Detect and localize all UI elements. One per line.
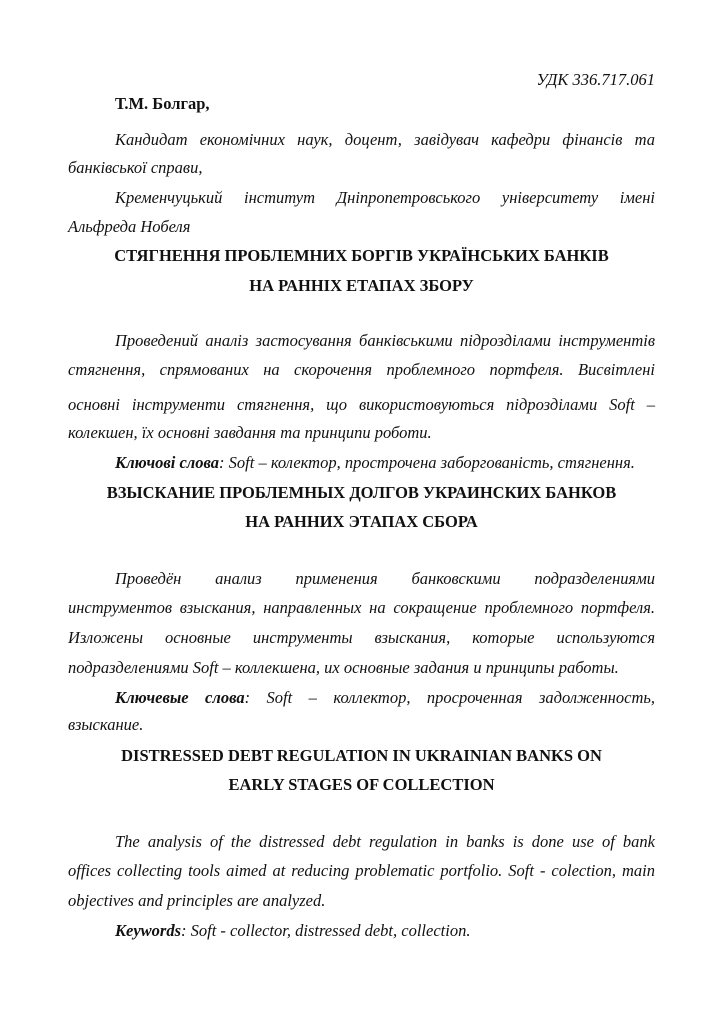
en-keywords xyxy=(115,921,655,941)
ru-abstract-line: Проведён анализ применения банковскими подразделениями xyxy=(115,569,655,588)
ru-abstract-line: подразделениями Soft – коллекшена, их основные задания и принципы работы. xyxy=(68,658,619,677)
ru-keywords-line-2: взыскание. xyxy=(68,715,144,734)
uk-keywords xyxy=(115,453,655,473)
author-institute-line-2: Альфреда Нобеля xyxy=(68,217,191,236)
udc-code: УДК 336.717.061 xyxy=(536,70,655,89)
author-position-line-2: банківської справи, xyxy=(68,158,203,177)
uk-keywords-label: Ключові слова xyxy=(115,453,220,472)
uk-abstract-line: Проведений аналіз застосування банківськими підрозділами інструментів xyxy=(115,331,655,350)
en-keywords-label: Keywords xyxy=(115,921,181,940)
author-name: Т.М. Болгар, xyxy=(115,94,210,113)
uk-title-line-1: СТЯГНЕННЯ ПРОБЛЕМНИХ БОРГІВ УКРАЇНСЬКИХ БАНКІВ xyxy=(114,246,609,265)
author-institute-line-1: Кременчуцький інститут Дніпропетровського університету імені xyxy=(115,188,655,207)
en-abstract-line: The analysis of the distressed debt regulation in banks is done use of bank xyxy=(115,832,655,851)
uk-abstract-line: стягнення, спрямованих на скорочення проблемного портфеля. Висвітлені xyxy=(68,360,655,379)
ru-keywords xyxy=(115,688,655,708)
ru-keywords-label: Ключевые слова xyxy=(115,688,245,707)
en-title-line-1: DISTRESSED DEBT REGULATION IN UKRAINIAN BANKS ON xyxy=(121,746,602,765)
ru-title-line-1: ВЗЫСКАНИЕ ПРОБЛЕМНЫХ ДОЛГОВ УКРАИНСКИХ БАНКОВ xyxy=(106,483,617,502)
en-keywords-text: : Soft - collector, distressed debt, collection. xyxy=(181,921,471,940)
en-abstract-line: offices collecting tools aimed at reducing problematic portfolio. Soft - colection, main xyxy=(68,861,655,880)
ru-abstract-line: инструментов взыскания, направленных на сокращение проблемного портфеля. xyxy=(68,598,655,617)
uk-keywords-text: : Soft – колектор, прострочена заборгованість, стягнення. xyxy=(219,453,635,472)
ru-abstract-line: Изложены основные инструменты взыскания, которые используются xyxy=(68,628,655,647)
uk-abstract-line: колекшен, їх основні завдання та принципи роботи. xyxy=(68,423,432,442)
ru-title-line-2: НА РАННИХ ЭТАПАХ СБОРА xyxy=(245,512,478,531)
uk-abstract-line: основні інструменти стягнення, що використовуються підрозділами Soft – xyxy=(68,395,655,414)
author-position-line-1: Кандидат економічних наук, доцент, завідувач кафедри фінансів та xyxy=(115,130,655,149)
ru-keywords-text: : Soft – коллектор, просроченная задолженность, xyxy=(244,688,655,707)
uk-title-line-2: НА РАННІХ ЕТАПАХ ЗБОРУ xyxy=(249,276,474,295)
en-abstract-line: objectives and principles are analyzed. xyxy=(68,891,326,910)
en-title-line-2: EARLY STAGES OF COLLECTION xyxy=(228,775,495,794)
